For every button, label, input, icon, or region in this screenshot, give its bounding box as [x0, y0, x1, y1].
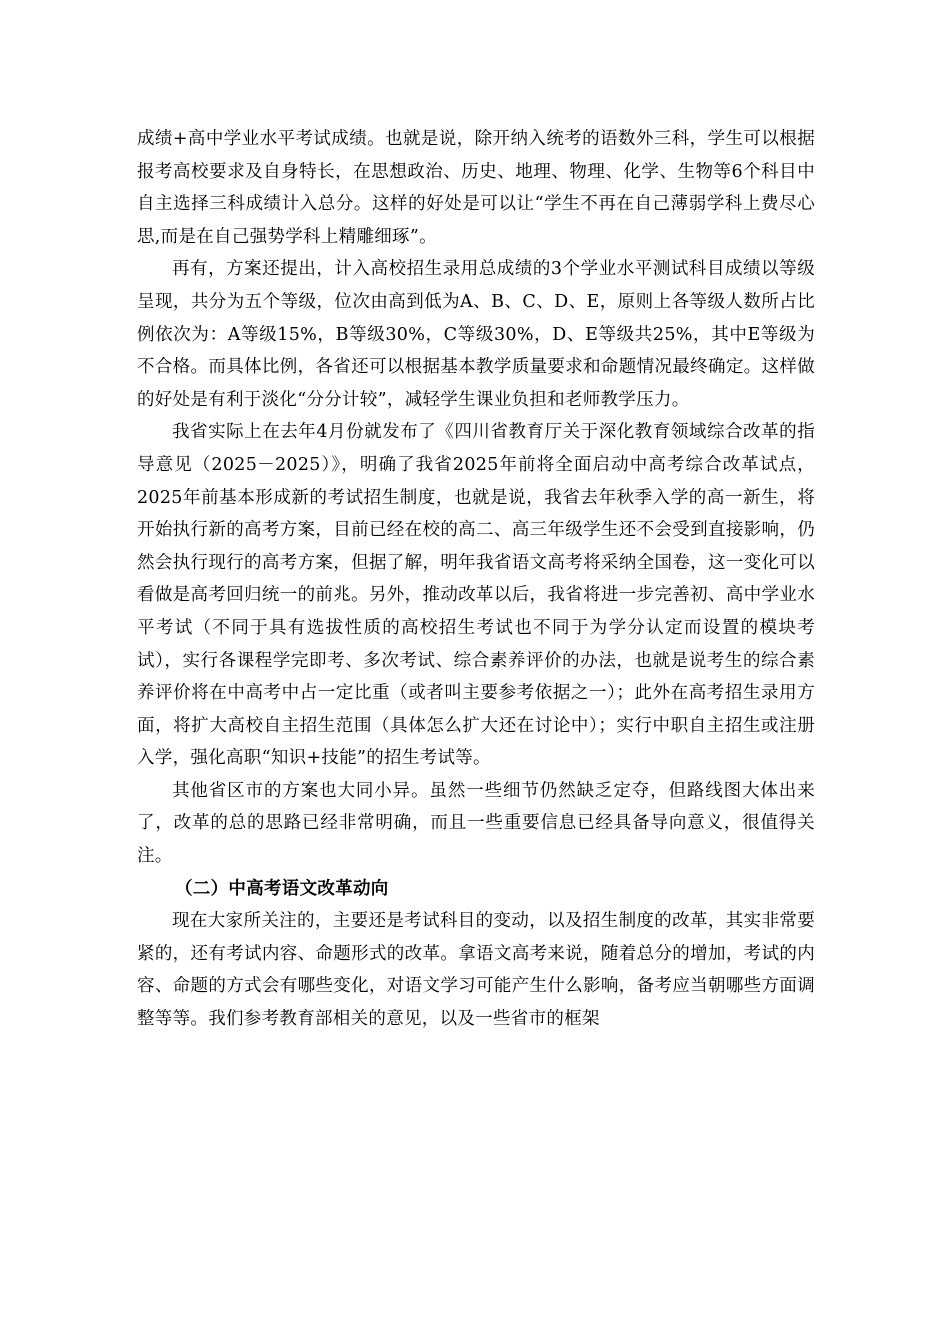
- paragraph-grading: 再有，方案还提出，计入高校招生录用总成绩的3个学业水平测试科目成绩以等级呈现，共分为五个等级，位次由高到低为A、B、C、D、E，原则上各等级人数所占比例依次为：A等级15%，B等级30%，C等级30%，D、E等级共25%，其中E等级为不合格。而具体比例，各省还可以根据基本教学质量要求和命题情况最终确定。这样做的好处是有利于淡化“分分计较”，减轻学生课业负担和老师教学压力。: [137, 259, 815, 410]
- paragraph-continuation: 成绩+高中学业水平考试成绩。也就是说，除开纳入统考的语数外三科，学生可以根据报考高校要求及自身特长，在思想政治、历史、地理、物理、化学、生物等6个科目中自主选择三科成绩计入总分。这样的好处是可以让“学生不再在自己薄弱学科上费尽心思,而是在自己强势学科上精雕细琢”。: [137, 129, 815, 247]
- paragraph-sichuan-reform: 我省实际上在去年4月份就发布了《四川省教育厅关于深化教育领域综合改革的指导意见（2025－2025）》，明确了我省2025年前将全面启动中高考综合改革试点，2025年前基本形成新的考试招生制度，也就是说，我省去年秋季入学的高一新生，将开始执行新的高考方案，目前已经在校的高二、高三年级学生还不会受到直接影响，仍然会执行现行的高考方案，但据了解，明年我省语文高考将采纳全国卷，这一变化可以看做是高考回归统一的前兆。另外，推动改革以后，我省将进一步完善初、高中学业水平考试（不同于具有选拔性质的高校招生考试也不同于为学分认定而设置的模块考试），实行各课程学完即考、多次考试、综合素养评价的办法，也就是说考生的综合素养评价将在中高考中占一定比重（或者叫主要参考依据之一）；此外在高考招生录用方面，将扩大高校自主招生范围（具体怎么扩大还在讨论中）；实行中职自主招生或注册入学，强化高职“知识+技能”的招生考试等。: [137, 422, 815, 769]
- document-body: [137, 123, 815, 1036]
- paragraph-other-provinces: 其他省区市的方案也大同小异。虽然一些细节仍然缺乏定夺，但路线图大体出来了，改革的总的思路已经非常明确，而且一些重要信息已经具备导向意义，很值得关注。: [137, 780, 815, 867]
- paragraph-exam-content-reform: 现在大家所关注的，主要还是考试科目的变动，以及招生制度的改革，其实非常要紧的，还有考试内容、命题形式的改革。拿语文高考来说，随着总分的增加，考试的内容、命题的方式会有哪些变化，对语文学习可能产生什么影响，备考应当朝哪些方面调整等等。我们参考教育部相关的意见，以及一些省市的框架: [137, 911, 815, 1030]
- section-heading: （二）中高考语文改革动向: [175, 878, 389, 899]
